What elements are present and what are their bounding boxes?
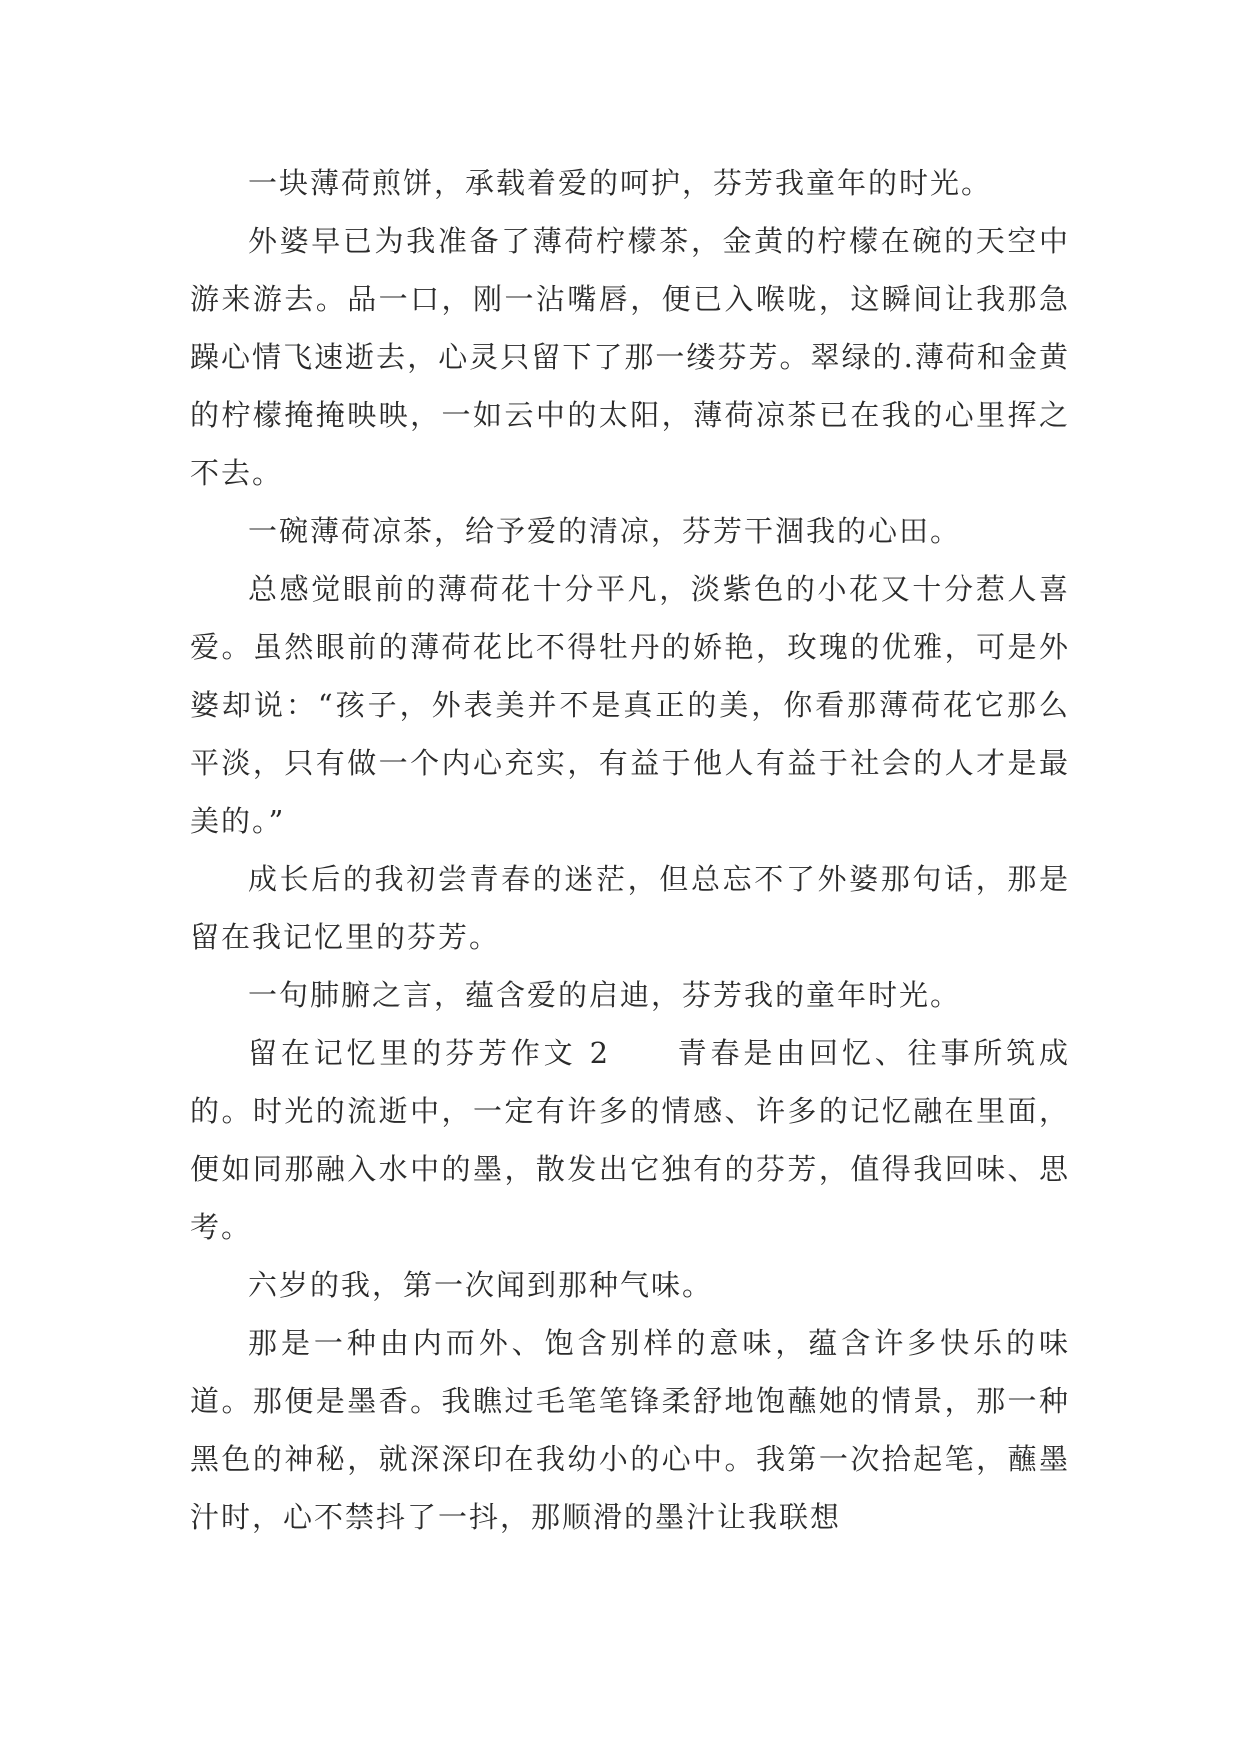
paragraph-4: 总感觉眼前的薄荷花十分平凡，淡紫色的小花又十分惹人喜爱。虽然眼前的薄荷花比不得牡丹的娇艳，玫瑰的优雅，可是外婆却说：“孩子，外表美并不是真正的美，你看那薄荷花它那么平淡，只有做一个内心充实，有益于他人有益于社会的人才是最美的。”: [190, 572, 1070, 838]
paragraph-9: 那是一种由内而外、饱含别样的意味，蕴含许多快乐的味道。那便是墨香。我瞧过毛笔笔锋柔舒地饱蘸她的情景，那一种黑色的神秘，就深深印在我幼小的心中。我第一次拾起笔，蘸墨汁时，心不禁抖了一抖，那顺滑的墨汁让我联想: [190, 1326, 1070, 1534]
paragraph-7: 留在记忆里的芬芳作文 2 青春是由回忆、往事所筑成的。时光的流逝中，一定有许多的情感、许多的记忆融在里面，便如同那融入水中的墨，散发出它独有的芬芳，值得我回味、思考。: [190, 1036, 1070, 1244]
paragraph-3: 一碗薄荷凉茶，给予爱的清凉，芬芳干涸我的心田。: [248, 514, 962, 548]
paragraph-5: 成长后的我初尝青春的迷茫，但总忘不了外婆那句话，那是留在我记忆里的芬芳。: [190, 862, 1070, 954]
body-text: [190, 154, 1070, 1546]
paragraph-1: 一块薄荷煎饼，承载着爱的呵护，芬芳我童年的时光。: [248, 166, 993, 200]
paragraph-8: 六岁的我，第一次闻到那种气味。: [248, 1268, 714, 1302]
paragraph-6: 一句肺腑之言，蕴含爱的启迪，芬芳我的童年时光。: [248, 978, 962, 1012]
paragraph-2: 外婆早已为我准备了薄荷柠檬茶，金黄的柠檬在碗的天空中游来游去。品一口，刚一沾嘴唇，便已入喉咙，这瞬间让我那急躁心情飞速逝去，心灵只留下了那一缕芬芳。翠绿的.薄荷和金黄的柠檬掩掩映映，一如云中的太阳，薄荷凉茶已在我的心里挥之不去。: [190, 224, 1070, 490]
